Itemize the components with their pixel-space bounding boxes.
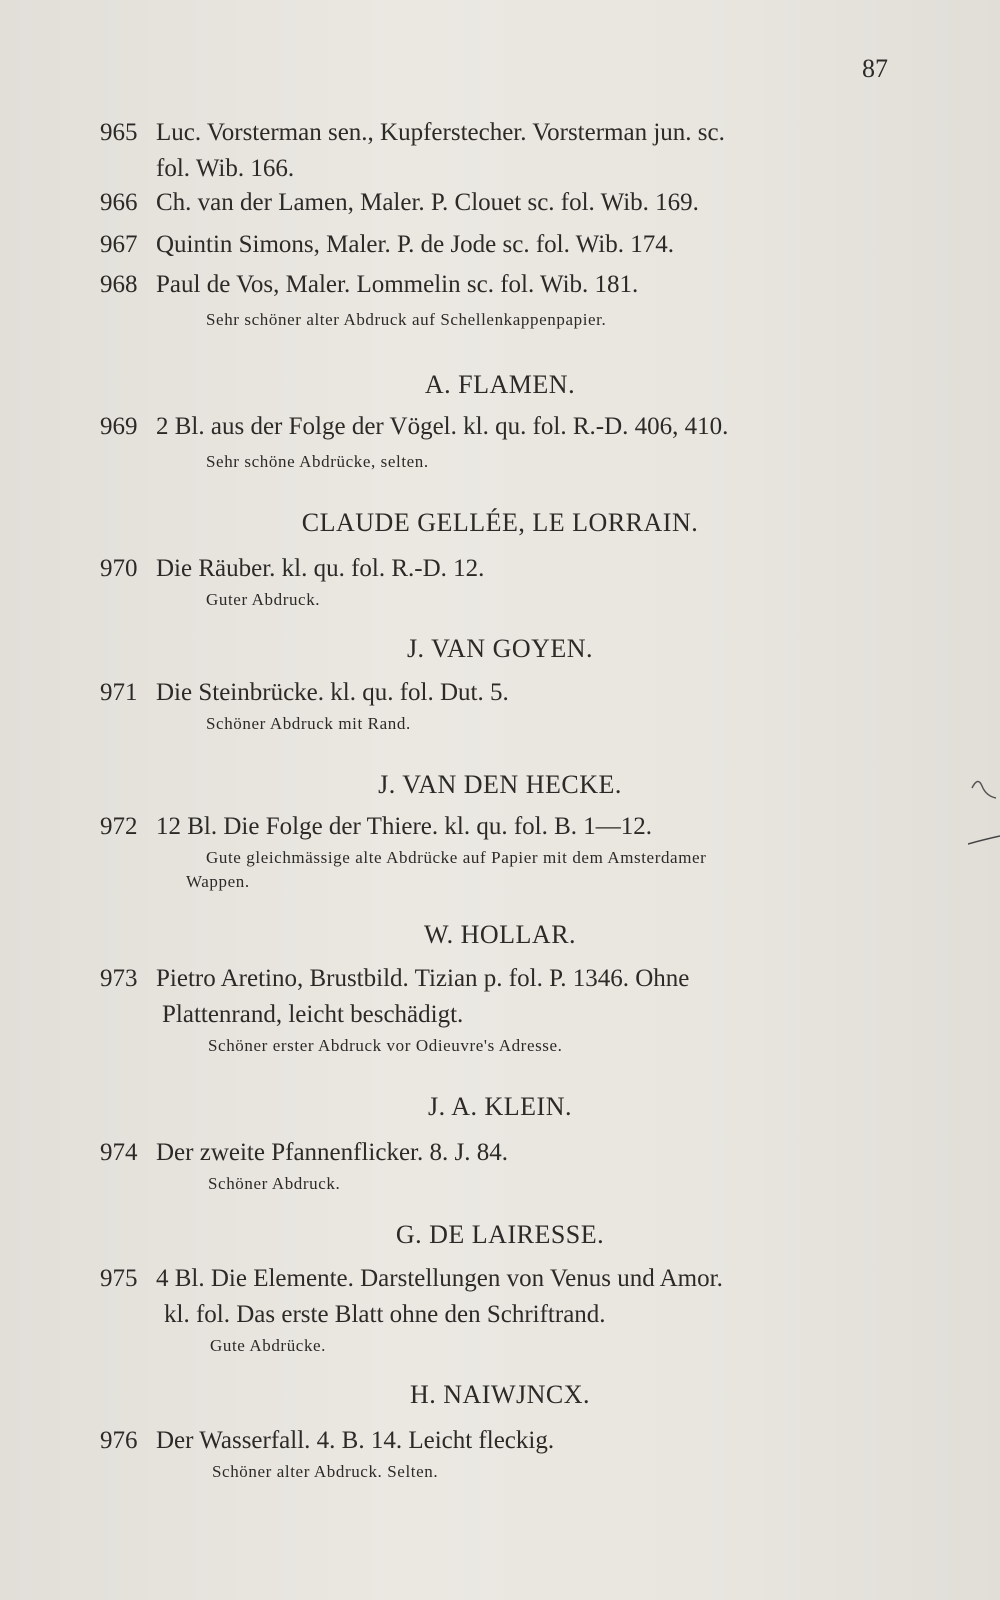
- entry-text: Ch. van der Lamen, Maler. P. Clouet sc. fol. Wib. 169.: [156, 189, 699, 216]
- entry-text: Der Wasserfall. 4. B. 14. Leicht fleckig.: [156, 1427, 555, 1454]
- entry-text: Paul de Vos, Maler. Lommelin sc. fol. Wib. 181.: [156, 271, 639, 298]
- catalog-entry-967: [100, 228, 900, 262]
- catalog-entry-970: [100, 552, 900, 586]
- entry-note: Sehr schöne Abdrücke, selten.: [206, 452, 429, 471]
- entry-number: 973: [100, 965, 138, 992]
- catalog-entry-975: [100, 1262, 900, 1296]
- entry-note: Gute Abdrücke.: [210, 1336, 327, 1355]
- artist-heading-flamen: A. FLAMEN.: [424, 370, 576, 399]
- catalog-entry-974: [100, 1136, 900, 1170]
- entry-note: Schöner erster Abdruck vor Odieuvre's Adresse.: [208, 1036, 563, 1055]
- entry-number: 968: [100, 271, 138, 298]
- entry-note: Guter Abdruck.: [206, 590, 321, 609]
- entry-number: 975: [100, 1265, 138, 1292]
- entry-continuation: kl. fol. Das erste Blatt ohne den Schriftrand.: [164, 1301, 606, 1328]
- entry-text: Die Steinbrücke. kl. qu. fol. Dut. 5.: [156, 679, 509, 706]
- entry-text: 12 Bl. Die Folge der Thiere. kl. qu. fol. B. 1—12.: [156, 813, 653, 840]
- page-number: 87: [862, 54, 888, 83]
- artist-heading-klein: J. A. KLEIN.: [428, 1092, 572, 1121]
- catalog-entry-976: [100, 1424, 900, 1458]
- entry-note: Schöner alter Abdruck. Selten.: [212, 1462, 439, 1481]
- catalog-entry-972: [100, 810, 900, 844]
- entry-continuation: fol. Wib. 166.: [156, 155, 295, 182]
- entry-text: Die Räuber. kl. qu. fol. R.-D. 12.: [156, 555, 485, 582]
- artist-heading-lairesse: G. DE LAIRESSE.: [395, 1220, 605, 1249]
- entry-number: 972: [100, 813, 138, 840]
- entry-text: 4 Bl. Die Elemente. Darstellungen von Venus und Amor.: [156, 1265, 723, 1292]
- artist-heading-hecke: J. VAN DEN HECKE.: [378, 770, 622, 799]
- artist-heading-hollar: W. HOLLAR.: [423, 920, 577, 949]
- entry-number: 976: [100, 1427, 138, 1454]
- entry-number: 974: [100, 1139, 138, 1166]
- entry-text: Der zweite Pfannenflicker. 8. J. 84.: [156, 1139, 508, 1166]
- entry-number: 966: [100, 189, 138, 216]
- entry-text: Pietro Aretino, Brustbild. Tizian p. fol. P. 1346. Ohne: [156, 965, 690, 992]
- catalog-entry-965: [100, 116, 900, 150]
- artist-heading-goyen: J. VAN GOYEN.: [406, 634, 594, 663]
- catalog-entry-973: [100, 962, 900, 996]
- entry-number: 971: [100, 679, 138, 706]
- entry-number: 965: [100, 119, 138, 146]
- catalog-entry-968: [100, 268, 900, 302]
- entry-note-continuation: Wappen.: [186, 872, 250, 891]
- entry-note: Sehr schöner alter Abdruck auf Schellenkappenpapier.: [206, 310, 607, 329]
- entry-text: Luc. Vorsterman sen., Kupferstecher. Vorsterman jun. sc.: [156, 119, 725, 146]
- entry-continuation: Plattenrand, leicht beschädigt.: [162, 1001, 464, 1028]
- catalog-entry-966: [100, 186, 900, 220]
- entry-number: 969: [100, 413, 138, 440]
- catalog-entry-971: [100, 676, 900, 710]
- artist-heading-gellee: CLAUDE GELLÉE, LE LORRAIN.: [301, 508, 699, 537]
- entry-note: Schöner Abdruck.: [208, 1174, 341, 1193]
- artist-heading-naiwjncx: H. NAIWJNCX.: [409, 1380, 591, 1409]
- entry-text: Quintin Simons, Maler. P. de Jode sc. fol. Wib. 174.: [156, 231, 674, 258]
- entry-number: 970: [100, 555, 138, 582]
- entry-number: 967: [100, 231, 138, 258]
- entry-note: Gute gleichmässige alte Abdrücke auf Papier mit dem Amsterdamer: [206, 848, 707, 867]
- entry-text: 2 Bl. aus der Folge der Vögel. kl. qu. fol. R.-D. 406, 410.: [156, 413, 729, 440]
- pencil-mark-icon: [968, 776, 1000, 856]
- entry-note: Schöner Abdruck mit Rand.: [206, 714, 411, 733]
- catalog-entry-969: [100, 410, 900, 444]
